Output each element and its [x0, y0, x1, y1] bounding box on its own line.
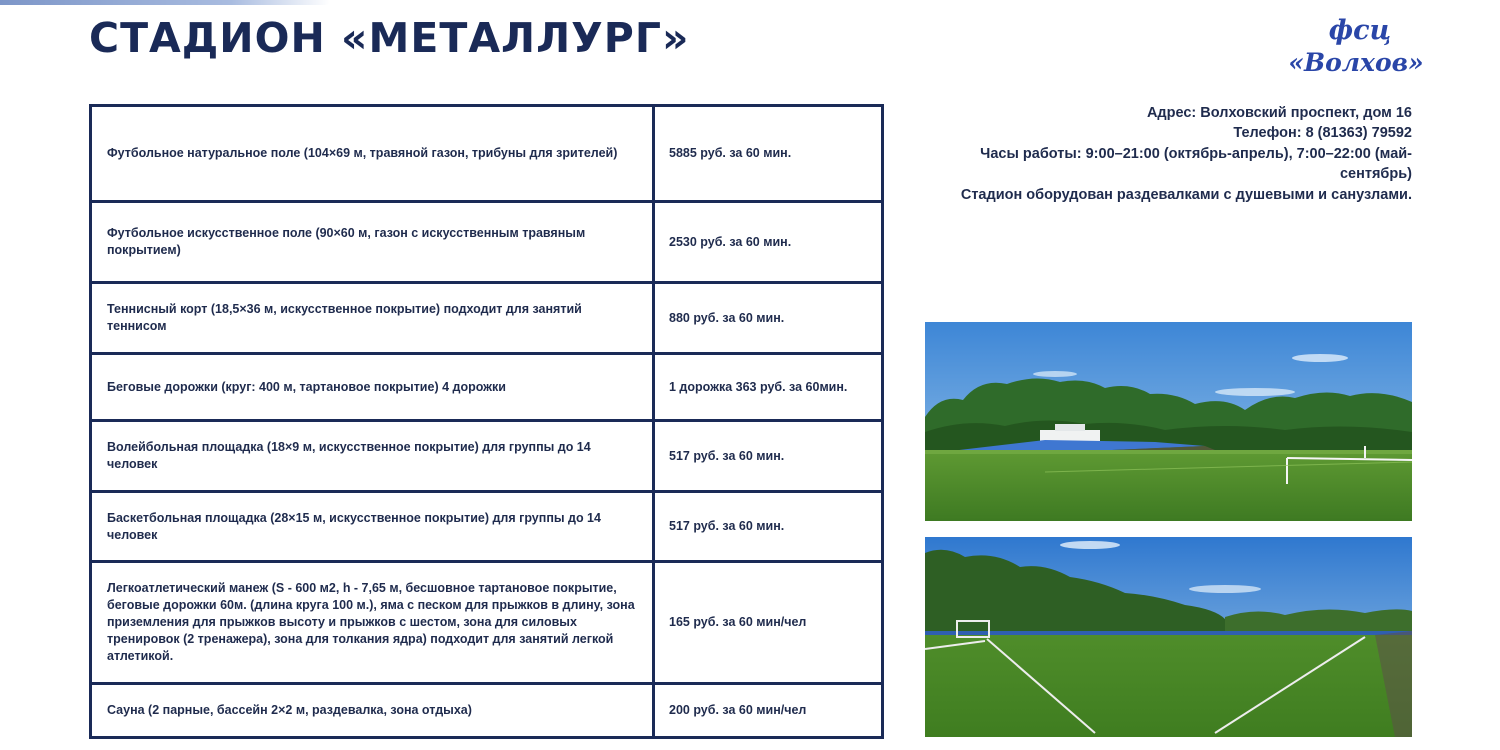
- service-price: 517 руб. за 60 мин.: [654, 421, 883, 492]
- service-name: Теннисный корт (18,5×36 м, искусственное покрытие) подходит для занятий теннисом: [91, 283, 654, 354]
- table-row: [91, 492, 883, 562]
- service-name: Футбольное натуральное поле (104×69 м, травяной газон, трибуны для зрителей): [91, 106, 654, 202]
- stadium-photo-stands: [925, 322, 1412, 521]
- table-row: [91, 684, 883, 738]
- hours-text: Часы работы: 9:00–21:00 (октябрь-апрель), 7:00–22:00 (май-сентябрь): [980, 145, 1412, 183]
- phone-text: Телефон: 8 (81363) 79592: [1233, 125, 1412, 142]
- table-row: [91, 202, 883, 283]
- page-title: СТАДИОН «МЕТАЛЛУРГ»: [89, 14, 690, 62]
- service-price: 200 руб. за 60 мин/чел: [654, 684, 883, 738]
- table-row: [91, 354, 883, 421]
- service-name: Волейбольная площадка (18×9 м, искусственное покрытие) для группы до 14 человек: [91, 421, 654, 492]
- stadium-photo-field: [925, 537, 1412, 737]
- address-text: Адрес: Волховский проспект, дом 16: [1146, 105, 1412, 121]
- service-price: 2530 руб. за 60 мин.: [654, 202, 883, 283]
- fsc-volkhov-logo: [1288, 12, 1424, 80]
- service-name: Футбольное искусственное поле (90×60 м, газон с искусственным травяным покрытием): [91, 202, 654, 283]
- table-row: [91, 106, 883, 202]
- service-name: Беговые дорожки (круг: 400 м, тартановое покрытие) 4 дорожки: [91, 354, 654, 421]
- service-name: Легкоатлетический манеж (S - 600 м2, h - 7,65 м, бесшовное тартановое покрытие, беговые дорожки 60м. (длина круга 100 м.), яма с песком для прыжков в длину, зона приземления для прыжков высоту и прыжков с шестом, зона для силовых тренировок (2 тренажера), зона для толкания ядра) подходит для занятий легкой атлетикой.: [91, 562, 654, 684]
- service-price: 1 дорожка 363 руб. за 60мин.: [654, 354, 883, 421]
- service-price: 165 руб. за 60 мин/чел: [654, 562, 883, 684]
- service-name: Баскетбольная площадка (28×15 м, искусственное покрытие) для группы до 14 человек: [91, 492, 654, 562]
- service-price: 517 руб. за 60 мин.: [654, 492, 883, 562]
- table-row: [91, 562, 883, 684]
- service-price: 5885 руб. за 60 мин.: [654, 106, 883, 202]
- service-name: Сауна (2 парные, бассейн 2×2 м, раздевалка, зона отдыха): [91, 684, 654, 738]
- services-price-table: [89, 104, 884, 739]
- service-price: 880 руб. за 60 мин.: [654, 283, 883, 354]
- facilities-text: Стадион оборудован раздевалками с душевыми и санузлами.: [960, 186, 1412, 203]
- table-row: [91, 421, 883, 492]
- top-accent-bar: [0, 0, 330, 5]
- table-row: [91, 283, 883, 354]
- logo-text-top: фсц: [1328, 15, 1392, 46]
- stadium-info: [930, 103, 1412, 205]
- logo-text-bottom: «Волхов»: [1288, 48, 1424, 77]
